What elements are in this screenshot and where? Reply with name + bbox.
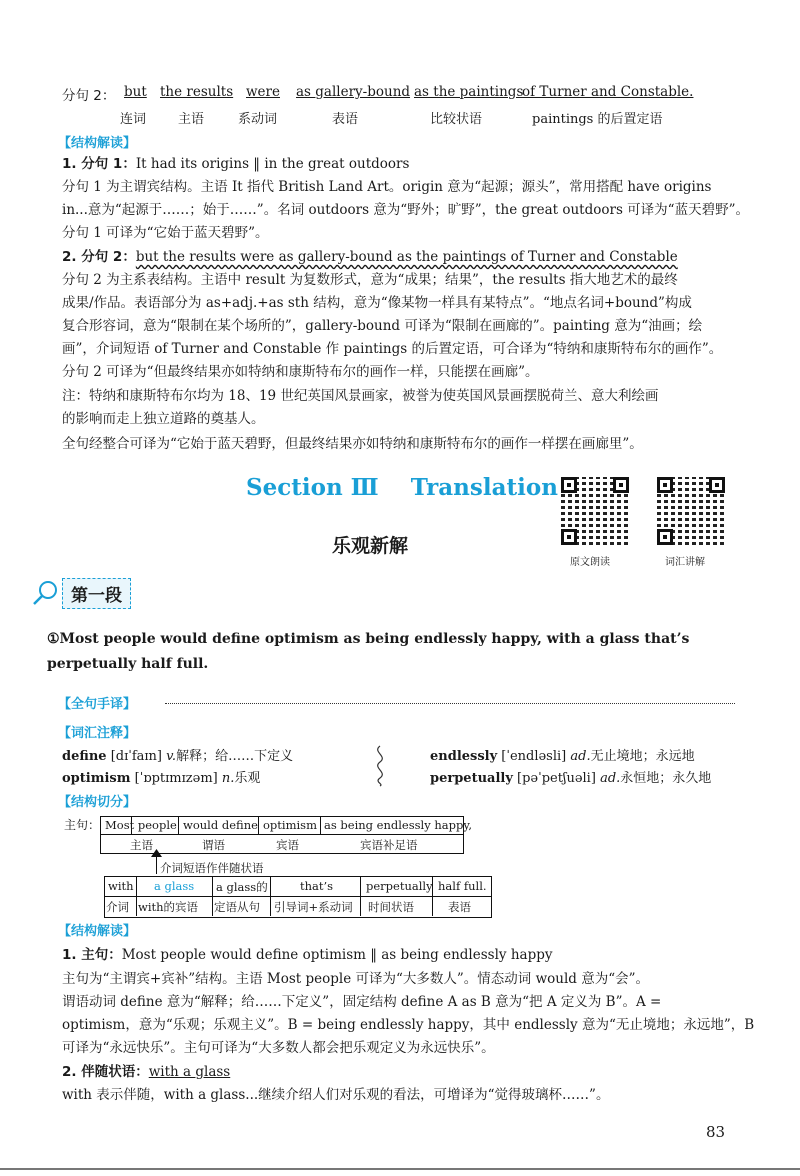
diagram-word-perpetually: perpetually — [366, 879, 433, 893]
diagram-role-time-adverbial: 时间状语 — [368, 900, 414, 914]
diagram-role-prep: 介词 — [106, 900, 129, 914]
vocab-word: perpetually — [430, 771, 513, 786]
vocab-meaning: 无止境地；永远地 — [590, 749, 695, 764]
vocab-pron: [pəˈpetʃuəli] — [517, 771, 596, 786]
vocab-word: define — [62, 749, 107, 764]
sentence-1: ①Most people would define optimism as being endlessly happy, with a glass that’s perpetually half full. — [47, 631, 690, 672]
section-label-quanju: 【全句手译】 — [58, 697, 137, 712]
diagram-word-with: with — [108, 879, 134, 893]
qr-code-reading[interactable] — [561, 477, 629, 545]
page-number: 83 — [706, 1123, 726, 1141]
word-gallery-bound: as gallery-bound — [296, 84, 411, 100]
section-label-cihui: 【词汇注释】 — [58, 726, 137, 741]
item2-paragraph-line5: 分句 2 可译为“但最终结果亦如特纳和康斯特布尔的画作一样，只能摆在画廊”。 — [62, 364, 539, 380]
item2-heading — [62, 245, 742, 269]
diagram-word-most-people: Most people — [105, 818, 177, 832]
vocab-word: optimism — [62, 771, 131, 786]
item1-paragraph-line1: 分句 1 为主谓宾结构。主语 It 指代 British Land Art。origin 意为“起源；源头”，常用搭配 have origins — [62, 179, 712, 195]
diagram-role-predicate: 谓语 — [202, 838, 225, 852]
main2-head: 2. 伴随状语： — [62, 1064, 149, 1080]
clause-2-words — [62, 84, 742, 104]
role-conj: 连词 — [120, 112, 147, 127]
item1-paragraph-line3: 分句 1 可译为“它始于蓝天碧野”。 — [62, 225, 269, 241]
diagram-word-thats: that’s — [300, 879, 334, 893]
paragraph-badge: 第一段 — [62, 578, 131, 609]
main2-heading — [62, 1060, 742, 1084]
vocab-meaning: 乐观 — [234, 771, 261, 786]
section-label-jiegou-jiedu: 【结构解读】 — [58, 136, 137, 151]
clause-label: 分句 2： — [62, 88, 116, 104]
item2-paragraph-line4: 画”，介词短语 of Turner and Constable 作 paintings 的后置定语，可合译为“特纳和康斯特布尔的画作”。 — [62, 341, 723, 357]
vocab-endlessly — [430, 745, 695, 764]
qr-caption-reading: 原文朗读 — [570, 557, 610, 568]
main1-paragraph-line3: optimism，意为“乐观；乐观主义”。B = being endlessly happy，其中 endlessly 意为“无止境地；永远地”，B — [62, 1017, 755, 1033]
diagram-mid-label: 介词短语作伴随状语 — [160, 861, 264, 875]
diagram-role-attributive-clause: 定语从句 — [214, 900, 260, 914]
word-but: but — [124, 84, 147, 100]
whole-translation: 全句经整合可译为“它始于蓝天碧野，但最终结果亦如特纳和康斯特布尔的画作一样摆在画廊里”。 — [62, 436, 643, 452]
bottom-rule — [0, 1168, 800, 1170]
diagram-role-subject: 主语 — [130, 838, 153, 852]
item2-sentence: but the results were as gallery-bound as the paintings of Turner and Constable — [135, 249, 678, 265]
diagram-word-would-define: would define — [183, 818, 258, 832]
diagram-word-complement: as being endlessly happy, — [324, 818, 472, 832]
item1-paragraph-line2: in...意为“起源于……；始于……”。名词 outdoors 意为“野外；旷野”，the great outdoors 可译为“蓝天碧野”。 — [62, 202, 749, 218]
note-line1: 注：特纳和康斯特布尔均为 18、19 世纪英国风景画家，被誉为使英国风景画摆脱荷兰、意大利绘画 — [62, 388, 659, 404]
vocab-pos: ad. — [570, 749, 591, 764]
role-comparison: 比较状语 — [430, 112, 483, 127]
translation-blank-line[interactable] — [165, 703, 735, 704]
item2-head: 2. 分句 2： — [62, 249, 136, 265]
vocab-pos: n. — [221, 771, 235, 786]
main1-heading — [62, 943, 742, 967]
main1-head: 1. 主句： — [62, 947, 122, 963]
diagram-role-predicative: 表语 — [448, 900, 471, 914]
diagram-word-half-full: half full. — [438, 879, 487, 893]
diagram-main-label: 主句： — [64, 818, 101, 832]
vocab-pron: [ˈendləsli] — [501, 749, 567, 764]
item2-paragraph-line3: 复合形容词，意为“限制在某个场所的”，gallery-bound 可译为“限制在画廊的”。painting 意为“油画；绘 — [62, 318, 703, 334]
main1-paragraph-line2: 谓语动词 define 意为“解释；给……下定义”，固定结构 define A as B 意为“把 A 定义为 B”。A = — [62, 994, 662, 1010]
main2-paragraph-line1: with 表示伴随，with a glass...继续介绍人们对乐观的看法，可增译为“觉得玻璃杯……”。 — [62, 1087, 610, 1103]
item1-sentence: It had its origins ‖ in the great outdoors — [135, 156, 410, 172]
vocab-define — [62, 745, 293, 764]
section-label-qiefen: 【结构切分】 — [58, 795, 137, 810]
vocab-meaning: 永恒地；永久地 — [620, 771, 712, 786]
item1-heading — [62, 152, 742, 176]
vocab-meaning: 解释；给……下定义 — [176, 749, 294, 764]
vocab-optimism — [62, 767, 260, 786]
item2-paragraph-line2: 成果/作品。表语部分为 as+adj.+as sth 结构，意为“像某物一样具有某特点”。“地点名词+bound”构成 — [62, 295, 692, 311]
role-subject: 主语 — [178, 112, 205, 127]
vocab-word: endlessly — [430, 749, 498, 764]
magnifier-icon — [30, 578, 60, 608]
diagram-word-a-glass-de: a glass的 — [216, 880, 268, 894]
article-title: 乐观新解 — [332, 535, 409, 557]
main1-sentence: Most people would define optimism ‖ as being endlessly happy — [121, 947, 553, 963]
section-label-jiegou-jiedu-2: 【结构解读】 — [58, 924, 137, 939]
word-the-results: the results — [160, 84, 234, 100]
role-linking-verb: 系动词 — [238, 112, 278, 127]
section-title: Section Ⅲ Translation — [246, 474, 558, 501]
divider-swirl-icon — [370, 744, 390, 788]
diagram-role-complement: 宾语补足语 — [360, 838, 418, 852]
diagram-word-a-glass: a glass — [154, 879, 195, 893]
diagram-role-object: 宾语 — [276, 838, 299, 852]
main2-text: with a glass — [148, 1064, 231, 1080]
word-were: were — [246, 84, 280, 100]
word-as-the-paintings: as the paintings — [414, 84, 524, 100]
role-postmodifier: paintings 的后置定语 — [532, 112, 663, 127]
role-predicative: 表语 — [332, 112, 359, 127]
vocab-perpetually — [430, 767, 711, 786]
diagram-role-with-object: with的宾语 — [138, 900, 199, 914]
clause-2-roles — [62, 108, 742, 128]
vocab-pos: ad. — [600, 771, 621, 786]
main1-paragraph-line1: 主句为“主谓宾+宾补”结构。主语 Most people 可译为“大多数人”。情态动词 would 意为“会”。 — [62, 971, 650, 987]
diagram-role-relative-linking: 引导词+系动词 — [274, 900, 353, 914]
qr-caption-vocab: 词汇讲解 — [665, 557, 705, 568]
item2-paragraph-line1: 分句 2 为主系表结构。主语中 result 为复数形式，意为“成果；结果”，the results 指大地艺术的最终 — [62, 272, 678, 288]
main1-paragraph-line4: 可译为“永远快乐”。主句可译为“大多数人都会把乐观定义为永远快乐”。 — [62, 1040, 495, 1056]
qr-code-vocab[interactable] — [657, 477, 725, 545]
vocab-pos: v. — [166, 749, 177, 764]
vocab-pron: [dɪˈfaɪn] — [110, 749, 162, 764]
word-of-turner: of Turner and Constable. — [522, 84, 694, 100]
item1-head: 1. 分句 1： — [62, 156, 136, 172]
diagram-word-optimism: optimism — [263, 818, 317, 832]
note-line2: 的影响而走上独立道路的奠基人。 — [62, 411, 265, 427]
arrow-up-icon — [151, 849, 162, 857]
vocab-pron: [ˈɒptɪmɪzəm] — [134, 771, 218, 786]
